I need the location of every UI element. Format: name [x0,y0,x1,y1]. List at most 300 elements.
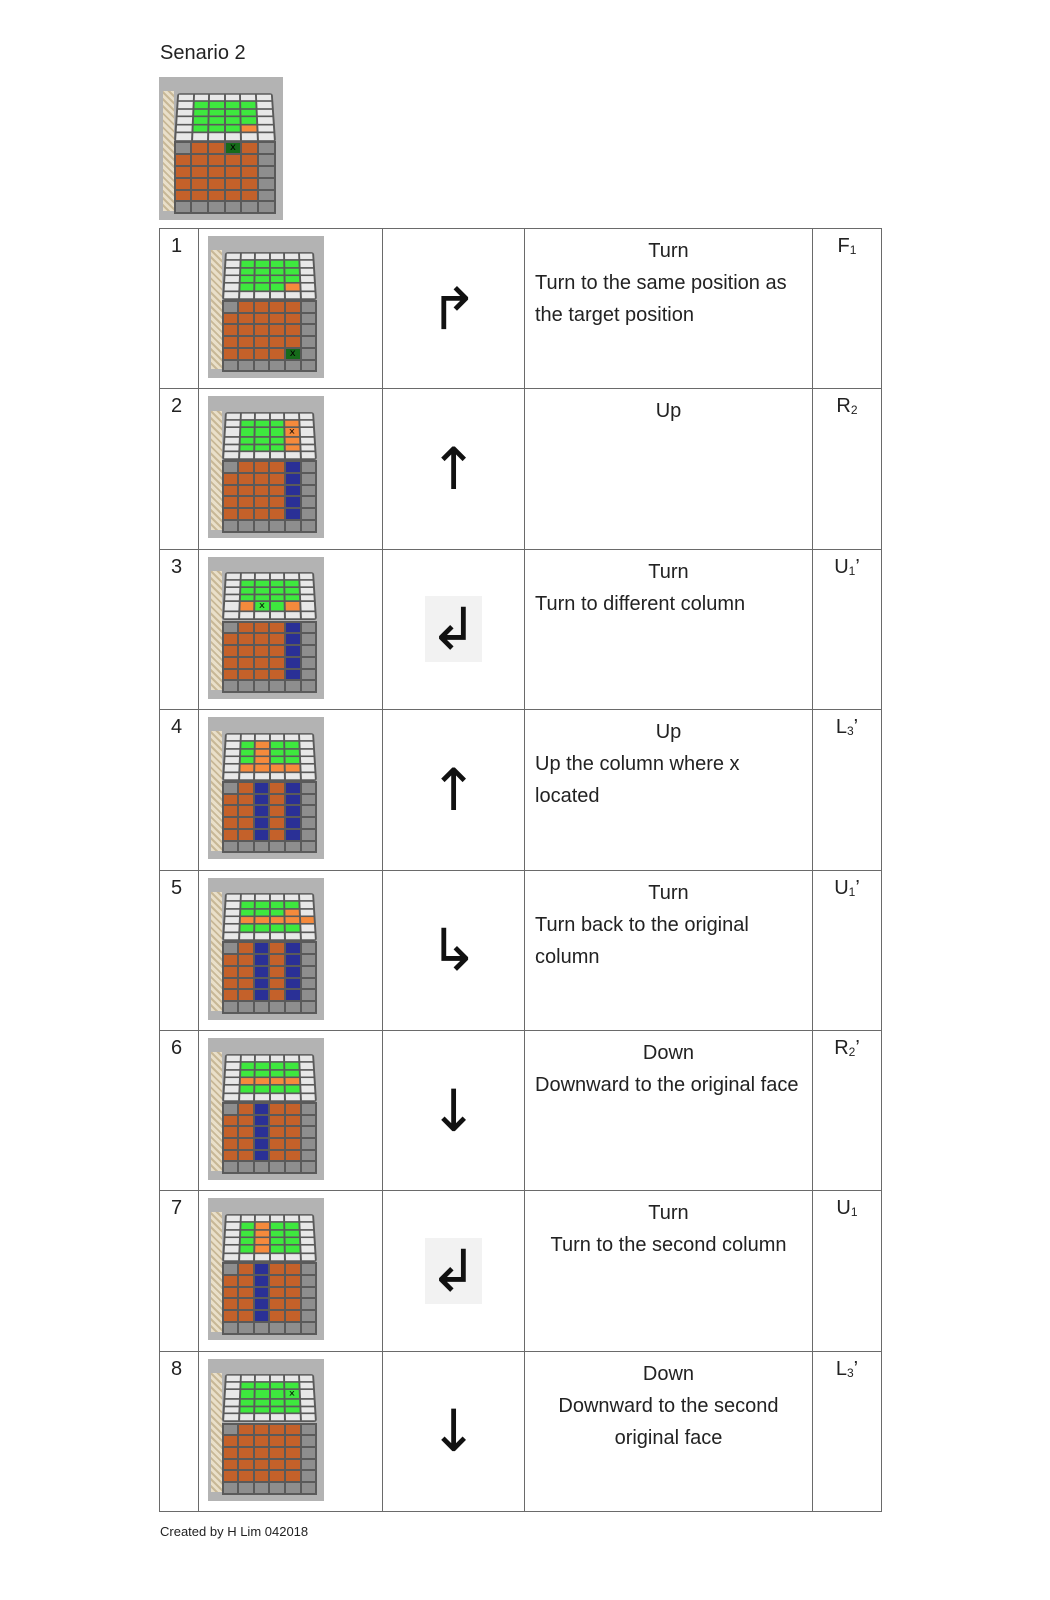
cube-sticker [239,1151,253,1161]
step-notation [813,1030,882,1190]
cube-sticker [224,1139,238,1149]
cube-sticker [302,830,316,840]
cube-sticker [286,337,300,347]
cube-sticker [255,462,269,472]
cube-sticker [270,1323,284,1333]
cube-sticker [225,1400,238,1406]
cube-sticker [225,1070,238,1076]
cube-sticker [239,1264,253,1274]
cube-sticker [255,1078,268,1084]
cube-sticker [286,292,300,298]
cube-sticker [286,646,300,656]
cube-image [208,1038,324,1180]
cube-sticker [255,681,269,691]
cube-sticker [224,830,238,840]
cube-sticker [209,117,223,123]
cube-sticker [286,1288,300,1298]
notation-letter: U [834,555,849,578]
cube-sticker [270,806,284,816]
cube-sticker [242,143,257,153]
cube-sticker [239,1483,253,1493]
cube-sticker [270,1139,284,1149]
cube-sticker [240,910,253,916]
cube-sticker [241,1216,254,1222]
step-cube-cell [199,549,383,709]
cube-sticker [224,646,238,656]
cube-sticker [270,603,283,612]
cube-sticker [302,486,316,496]
cube-pallet-texture [211,1212,221,1331]
cube-sticker [285,734,298,740]
cube-sticker [239,1460,253,1470]
cube-sticker [239,967,253,977]
cube-sticker [241,1376,254,1381]
cube-pallet-texture [211,571,221,690]
cube-sticker [285,414,298,419]
cube-sticker [224,292,238,298]
notation-layer: 1 [848,884,856,899]
cube-sticker [286,1299,300,1309]
cube-sticker [270,623,284,633]
cube-image [208,878,324,1020]
cube-sticker [177,125,192,131]
cube-sticker [270,613,284,619]
cube-sticker [270,268,283,274]
cube-sticker [286,955,300,965]
cube-sticker [270,910,283,916]
step-row [160,549,882,709]
cube-sticker [255,1238,268,1244]
cube-sticker [225,765,239,771]
cube-sticker [255,1104,269,1114]
cube-sticker [285,742,298,748]
cube-sticker [270,773,284,779]
cube-sticker [239,943,253,953]
notation-layer: 3 [846,1365,854,1380]
cube-sticker [239,1448,253,1458]
cube-sticker [256,261,269,267]
cube-sticker [255,1407,268,1413]
cube-sticker [300,734,313,740]
cube-sticker [255,325,269,335]
cube-sticker [226,588,239,594]
x-marker-sticker: x [285,1390,298,1398]
cube-sticker [302,1311,316,1321]
cube-sticker [270,361,284,371]
cube-sticker [225,1238,238,1244]
cube-sticker [300,574,313,579]
notation-layer: 3 [846,724,854,739]
cube-sticker [256,253,269,259]
step-action: Turn [648,240,689,262]
cube-sticker [255,438,268,444]
cube-sticker [286,1460,300,1470]
cube-sticker [302,1436,316,1446]
cube-sticker [270,818,284,828]
cube-front-face [222,621,317,693]
cube-sticker [255,773,268,779]
cube-sticker [226,125,240,131]
cube-sticker [178,109,192,115]
cube-sticker [286,1002,300,1012]
cube-sticker [239,1116,253,1126]
cube-sticker [286,497,300,507]
cube-sticker [270,1078,283,1084]
cube-sticker [286,474,300,484]
cube-sticker [224,979,238,989]
cube-sticker [301,933,315,939]
cube-sticker [224,349,238,359]
cube-sticker [224,521,238,531]
cube-sticker [255,1116,269,1126]
step-arrow-cell [383,710,525,870]
step-row [160,389,882,549]
cube-sticker [239,806,253,816]
cube-sticker [239,314,253,324]
cube-sticker [192,191,207,201]
cube-sticker [226,102,240,108]
cube-sticker [226,902,239,908]
cube-sticker [255,613,268,619]
step-detail: Up the column where x located [535,753,740,808]
cube-sticker [302,806,316,816]
steps-table [159,228,882,1512]
cube-sticker [270,681,284,691]
cube-sticker [286,314,300,324]
cube-sticker [300,588,313,594]
cube-sticker [225,438,238,444]
step-number: 7 [160,1191,199,1351]
cube-sticker [224,1276,238,1286]
step-notation [813,229,882,389]
cube-top-face [222,412,317,460]
cube-front-face [174,141,276,214]
cube-sticker [302,509,316,519]
cube-sticker [224,603,238,612]
cube-sticker [240,438,253,444]
cube-sticker [255,1288,269,1298]
cube-sticker [285,1383,298,1388]
cube-sticker [239,1436,253,1446]
cube-sticker [302,1425,316,1435]
cube-sticker [270,1460,284,1470]
cube-sticker [240,1246,253,1252]
cube-sticker [225,917,238,923]
cube-sticker [270,349,284,359]
cube-sticker [285,581,298,586]
step-number: 6 [160,1030,199,1190]
cube-sticker [225,276,238,282]
cube-front-face [222,1262,317,1334]
step-arrow-cell [383,870,525,1030]
cube-sticker [286,1311,300,1321]
step-arrow-cell [383,1030,525,1190]
cube-sticker [302,1002,316,1012]
cube-sticker [225,749,238,755]
cube-sticker [239,474,253,484]
cube-sticker [302,1162,316,1172]
cube-sticker [302,1448,316,1458]
cube-sticker [226,109,240,115]
cube-sticker [286,361,300,371]
cube-sticker [241,1055,254,1061]
cube-sticker [270,670,284,680]
cube-sticker [259,133,274,139]
cube-sticker [300,261,313,267]
cube-sticker [270,509,284,519]
step-arrow-cell [383,389,525,549]
cube-sticker [226,574,239,579]
up-arrow-icon: ↑ [429,435,478,504]
notation-layer: 1 [850,1205,858,1220]
cube-sticker [239,302,253,312]
cube-sticker [239,1127,253,1137]
cube-sticker [239,955,253,965]
cube-sticker [224,474,238,484]
cube-sticker [270,1276,284,1286]
cube-sticker [285,917,298,923]
cube-sticker [286,1094,300,1100]
cube-sticker [242,202,257,212]
cube-sticker [286,806,300,816]
down-arrow-icon: ↓ [429,1076,478,1145]
cube-sticker [302,1323,316,1333]
cube-sticker [286,943,300,953]
cube-sticker [255,749,268,755]
cube-sticker [240,1400,253,1406]
cube-sticker [210,109,224,115]
cube-sticker [285,261,298,267]
cube-sticker [302,1116,316,1126]
cube-front-face [222,300,317,372]
cube-sticker [176,191,191,201]
step-description [525,1191,813,1351]
x-marker-sticker: x [286,349,300,359]
cube-sticker [302,646,316,656]
cube-sticker [242,117,256,123]
cube-sticker [240,276,253,282]
step-number: 1 [160,229,199,389]
cube-sticker [300,1063,313,1069]
cube-sticker [285,902,298,908]
cube-sticker [270,1311,284,1321]
cube-sticker [257,109,271,115]
cube-top-face [222,252,317,300]
cube-sticker [270,588,283,594]
cube-sticker [240,284,253,290]
cube-sticker [224,634,238,644]
cube-sticker [270,1407,283,1413]
cube-sticker [285,1238,298,1244]
cube-sticker [300,742,313,748]
cube-sticker [255,1139,269,1149]
cube-sticker [302,1264,316,1274]
cube-pallet-texture [211,892,221,1011]
cube-sticker [300,757,313,763]
cube-sticker [226,253,239,259]
cube-sticker [286,990,300,1000]
cube-sticker [286,1425,300,1435]
cube-sticker [300,414,313,419]
cube-sticker [192,155,207,165]
cube-sticker [270,595,283,601]
step-notation [813,1351,882,1511]
step-cube-cell [199,710,383,870]
cube-sticker [270,428,283,436]
cube-sticker [285,895,298,901]
cube-sticker [255,1448,269,1458]
cube-sticker [300,1216,313,1222]
cube-sticker [270,1086,283,1092]
cube-sticker [226,581,239,586]
cube-sticker [255,955,269,965]
cube-sticker [239,292,253,298]
cube-sticker [209,179,224,189]
cube-sticker [270,1254,284,1260]
cube-sticker [270,1094,284,1100]
cube-sticker [270,933,284,939]
cube-sticker [224,1002,238,1012]
cube-sticker [286,783,300,793]
cube-sticker [239,634,253,644]
cube-sticker [226,167,241,177]
cube-sticker [270,1448,284,1458]
cube-sticker [224,1407,238,1413]
cube-sticker [270,765,283,771]
notation-prime: ’ [853,1357,859,1380]
cube-sticker [302,1127,316,1137]
cube-sticker [286,603,300,612]
cube-sticker [302,795,316,805]
cube-sticker [259,202,274,212]
cube-sticker [209,125,223,131]
cube-sticker [300,595,313,601]
cube-sticker [226,1055,239,1061]
cube-image [208,396,324,538]
cube-sticker [270,302,284,312]
notation-layer: 1 [848,563,856,578]
cube-sticker [224,1471,238,1481]
cube-sticker [255,925,268,931]
cube-sticker [224,1436,238,1446]
cube-sticker [226,1216,239,1222]
cube-sticker [286,1483,300,1493]
cube-sticker [241,574,254,579]
cube-sticker [239,1139,253,1149]
cube-sticker [224,670,238,680]
cube-sticker [300,1055,313,1061]
cube-sticker [255,292,268,298]
cube-sticker [255,670,269,680]
cube-sticker [270,990,284,1000]
cube-sticker [286,1151,300,1161]
cube-top-face [174,93,276,141]
cube-sticker [255,1127,269,1137]
cube-sticker [300,581,313,586]
cube-sticker [255,1436,269,1446]
cube-sticker [224,658,238,668]
notation-letter: L [835,716,847,739]
cube-pallet-texture [211,411,221,530]
cube-sticker [209,155,224,165]
cube-sticker [242,133,257,139]
cube-sticker [255,595,268,601]
cube-sticker [301,445,315,451]
cube-sticker [270,438,283,444]
cube-sticker [176,167,191,177]
cube-sticker [300,1376,313,1381]
cube-sticker [300,749,313,755]
cube-sticker [225,757,238,763]
cube-sticker [258,125,273,131]
step-cube-cell [199,1351,383,1511]
cube-sticker [255,1460,269,1470]
cube-sticker [255,1471,269,1481]
cube-sticker [241,902,254,908]
cube-sticker [301,453,315,459]
cube-sticker [240,1230,253,1236]
cube-sticker [224,1162,238,1172]
step-row [160,1191,882,1351]
cube-sticker [255,509,269,519]
cube-sticker [241,1063,254,1069]
cube-front-face [222,1102,317,1174]
cube-sticker [224,1288,238,1298]
cube-sticker [270,1127,284,1137]
cube-sticker [240,1238,253,1244]
cube-sticker [192,143,207,153]
cube-sticker [285,1070,298,1076]
cube-sticker [239,486,253,496]
cube-pallet-texture [211,731,221,850]
cube-sticker [270,830,284,840]
cube-sticker [300,1230,313,1236]
cube-sticker [302,337,316,347]
cube-sticker [302,302,316,312]
cube-sticker [240,749,253,755]
cube-sticker [239,349,253,359]
step-number: 5 [160,870,199,1030]
cube-sticker [255,349,269,359]
cube-sticker [302,1139,316,1149]
cube-sticker [302,842,316,852]
cube-sticker [255,990,269,1000]
x-marker-sticker: x [226,143,241,153]
cube-sticker [224,302,238,312]
cube-sticker [255,806,269,816]
cube-sticker [286,486,300,496]
cube-sticker [255,445,268,451]
step-row [160,710,882,870]
cube-sticker [255,284,268,290]
cube-sticker [270,895,283,901]
cube-sticker [209,133,224,139]
cube-sticker [270,445,283,451]
cube-sticker [300,917,313,923]
cube-sticker [256,421,269,426]
cube-sticker [224,1483,238,1493]
cube-sticker [255,453,268,459]
step-cube-cell [199,1030,383,1190]
cube-sticker [255,337,269,347]
cube-sticker [285,595,298,601]
cube-sticker [302,967,316,977]
cube-sticker [302,681,316,691]
notation-prime: ’ [855,876,860,899]
cube-sticker [224,1264,238,1274]
cube-sticker [286,925,299,931]
cube-sticker [270,634,284,644]
